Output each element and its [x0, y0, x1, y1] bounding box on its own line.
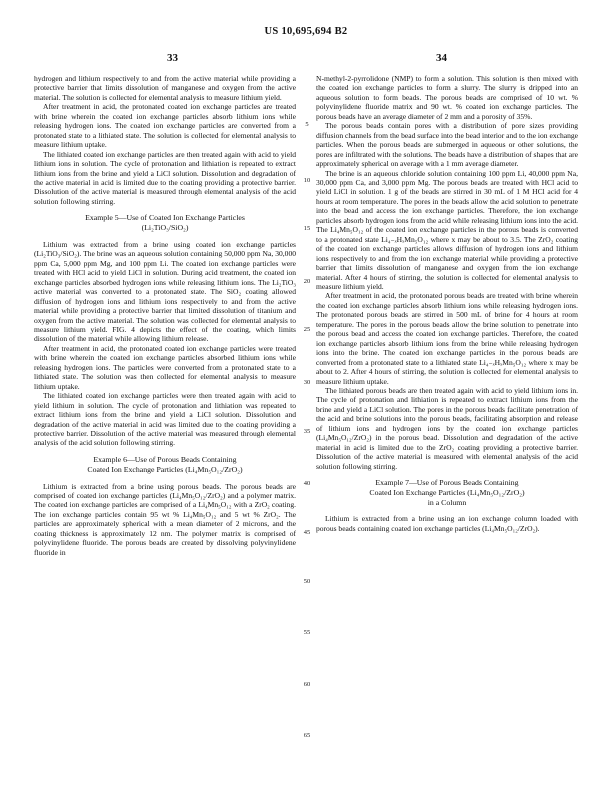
paragraph: After treatment in acid, the protonated coated ion exchange particles are treated with brine wherein the coated ion exchange particles absorb lithium ions while releasing hydrogen ions. The coated ion exchange particles are converted from a protonated state to a lithiated state. The solution is collected for elemental analysis to measure lithium uptake.: [34, 102, 296, 150]
paragraph: Lithium is extracted from a brine using porous beads. The porous beads are comprised of coated ion exchange particles (Li₄Mn₅O₁₂/ZrO₂) and a polymer matrix. The coated ion exchange particles are comprised of a Li₄Mn₅O₁₂ with a ZrO₂ coating. The ion exchange particles contain 95 wt % Li₄Mn₅O₁₂ and 5 wt % ZrO₂. The particles are approximately spherical with a mean diameter of 2 microns, and the coating thickness is approximately 12 nm. The polymer matrix is comprised of polyvinylidene fluoride. The porous beads are created by dissolving polyvinylidene fluoride in: [34, 481, 296, 557]
paragraph: The lithiated porous beads are then treated again with acid to yield lithium ions in. The cycle of protonation and lithiation is repeated to extract lithium ions from the brine and yield a LiCl solution. The pores in the porous beads facilitate penetration of the acid and brine solutions into the porous beads, facilitating absorption and release of lithium ions and hydrogen ions by the coated ion exchange particles (Li₄Mn₅O₁₂/ZrO₂) in the porous bead. Dissolution and degradation of the active material in acid is limited due to the ZrO₂ coating providing a protective barrier. Dissolution of the active material is measured with elemental analysis of the acid solution following stirring.: [316, 385, 578, 471]
patent-number: US 10,695,694 B2: [264, 26, 348, 37]
example-title: Example 7—Use of Porous Beads Containing: [375, 478, 519, 488]
paragraph: After treatment in acid, the protonated porous beads are treated with brine wherein the coated ion exchange particles absorb lithium ions while releasing hydrogen ions. The protonated porous beads are stirred in 500 mL of brine for 4 hours at room temperature. The pores in the porous beads allow the brine solution to penetrate into the porous bead and access the coated ion exchange particles. Therefore, the coated ion exchange particles absorb lithium ions from the brine while releasing hydrogen ions into the brine. The coated ion exchange particles in the porous beads are converted from a protonated state to a lithiated state Li₄₋ₓHₓMn₅O₁₂ where x may be about to 2. After 4 hours of stirring, the solution is collected for elemental analysis to measure lithium uptake.: [316, 291, 578, 386]
page-number-right: 34: [436, 52, 447, 64]
line-number: 20: [303, 278, 311, 285]
right-column: [316, 74, 578, 533]
line-number: 25: [303, 326, 311, 333]
example-subtitle: Coated Ion Exchange Particles (Li₄Mn₅O₁₂/ZrO₂): [369, 487, 525, 497]
line-number: 15: [303, 225, 311, 232]
line-number: 55: [303, 629, 311, 636]
line-number: 35: [303, 428, 311, 435]
example-title: Example 6—Use of Porous Beads Containing: [93, 454, 237, 464]
example-heading: [34, 455, 296, 475]
example-subtitle: (Li₂TiO₃/SiO₂): [141, 223, 189, 233]
left-column: [34, 74, 296, 557]
paragraph: The porous beads contain pores with a distribution of pore sizes providing diffusion channels from the bead surface into the bead interior and to the ion exchange particles. When the porous beads are submerged in aqueous or other solutions, the pores are infiltrated with the solutions. The beads have a distribution of shapes that are approximately spherical on average with a 1 mm average diameter.: [316, 121, 578, 169]
example-subtitle: Coated Ion Exchange Particles (Li₄Mn₅O₁₂/ZrO₂): [87, 464, 243, 474]
line-number: 45: [303, 529, 311, 536]
example-heading: [34, 213, 296, 233]
paragraph: N-methyl-2-pyrrolidone (NMP) to form a solution. This solution is then mixed with the coated ion exchange particles to form a slurry. The slurry is dripped into an aqueous solution to form beads. The porous beads are comprised of 10 wt. % polyvinylidene fluoride matrix and 90 wt. % coated ion exchange particles. The porous beads have an average diameter of 2 mm and a porosity of 35%.: [316, 74, 578, 121]
paragraph: hydrogen and lithium respectively to and from the active material while providing a protective barrier that limits dissolution of manganese and oxygen from the active material. The solution is collected for elemental analysis to measure lithium yield.: [34, 74, 296, 102]
paragraph: Lithium was extracted from a brine using coated ion exchange particles (Li₂TiO₃/SiO₂). The brine was an aqueous solution containing 50,000 ppm Na, 30,000 ppm Ca, 5,000 ppm Mg, and 100 ppm Li. The coated ion exchange particles were treated with HCl acid to yield LiCl in solution. During acid treatment, the coated ion exchange particles absorbed hydrogen ions while releasing lithium ions. The Li₂TiO₃ active material was converted to a protonated state. The SiO₂ coating allowed diffusion of hydrogen ions and lithium ions respectively to and from the active material while providing a protective barrier that limited dissolution of titanium and oxygen from the active material. The solution was collected for elemental analysis to measure lithium yield. FIG. 4 depicts the effect of the coating, which limits dissolution of the material while allowing lithium release.: [34, 239, 296, 344]
line-number: 50: [303, 578, 311, 585]
line-number: 60: [303, 681, 311, 688]
line-number: 65: [303, 732, 311, 739]
line-number: 30: [303, 379, 311, 386]
page-number-left: 33: [167, 52, 178, 64]
example-title: Example 5—Use of Coated Ion Exchange Particles: [85, 213, 245, 223]
line-number: 40: [303, 480, 311, 487]
paragraph: Lithium is extracted from a brine using an ion exchange column loaded with porous beads containing coated ion exchange particles (Li₄Mn₅O₁₂/ZrO₂).: [316, 514, 578, 533]
paragraph: The lithiated coated ion exchange particles were then treated again with acid to yield lithium in solution. The cycle of protonation and lithiation was repeated to extract lithium ions from the brine and yield a LiCl solution. Dissolution and degradation of the active material in acid was limited due to the coating providing a protective barrier. Dissolution of the active material was measured through elemental analysis of the acid solution following stirring.: [34, 391, 296, 448]
line-number: 10: [303, 177, 311, 184]
paragraph: The lithiated coated ion exchange particles are then treated again with acid to yield lithium ions in solution. The cycle of protonation and lithiation is repeated to extract lithium ions from the brine and yield a LiCl solution. Dissolution and degradation of the active material in acid is limited due to the coating providing a protective barrier. Dissolution of the active material is measured through elemental analysis of the acid solution following stirring.: [34, 149, 296, 206]
paragraph: After treatment in acid, the protonated coated ion exchange particles were treated with brine wherein the coated ion exchange particles absorbed lithium ions while releasing hydrogen ions. The particles were converted from a protonated state to a lithiated state. The solution was then collected for elemental analysis to measure lithium uptake.: [34, 343, 296, 391]
example-subtitle-2: in a Column: [427, 497, 467, 507]
example-heading: [316, 478, 578, 507]
paragraph: The brine is an aqueous chloride solution containing 100 ppm Li, 40,000 ppm Na, 30,000 ppm Ca, and 3,000 ppm Mg. The porous beads are treated with HCl acid to yield LiCl in solution. 1 g of the beads are stirred in 30 mL of 1 M HCl acid for 4 hours at room temperature. The pores in the beads allow the acid solution to penetrate into the bead and access the ion exchange particles. Therefore, the ion exchange particles absorb hydrogen ions from the acid while releasing lithium ions into the acid. The Li₄Mn₅O₁₂ of the coated ion exchange particles in the porous beads is converted to a protonated state Li₄₋ₓHₓMn₅O₁₂ where x may be about to 3.5. The ZrO₂ coating of the coated ion exchange particles allows diffusion of hydrogen ions and lithium ions respectively to and from the ion exchange material while providing a protective barrier that limits dissolution of manganese and oxygen from the ion exchange material. After 4 hours of stirring, the solution is collected for elemental analysis to measure lithium yield.: [316, 168, 578, 291]
line-number: 5: [305, 121, 309, 128]
